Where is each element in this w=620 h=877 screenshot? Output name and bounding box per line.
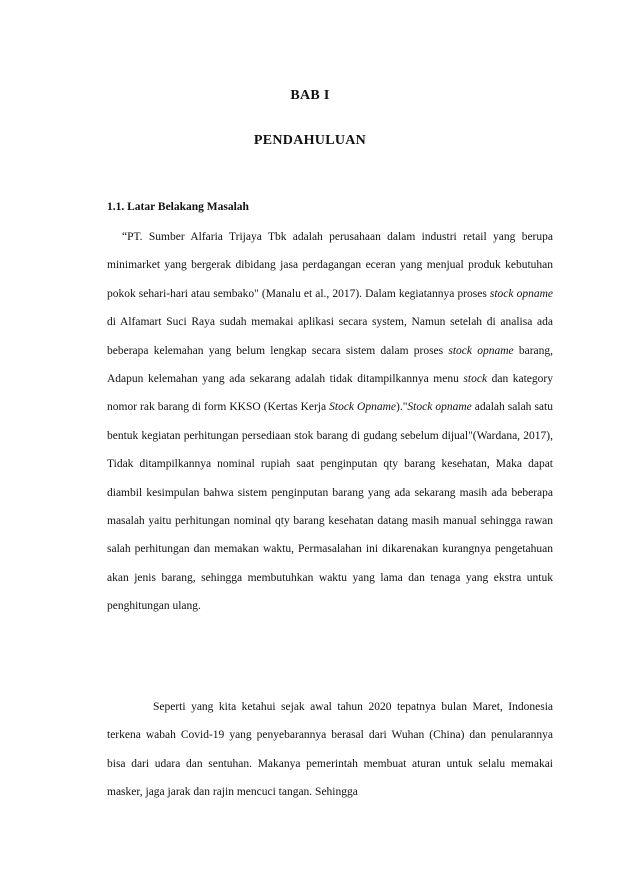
paragraph-2: [107, 693, 553, 807]
p1-term-stock-opname-1: stock opname: [489, 287, 553, 300]
chapter-heading: BAB I: [290, 88, 330, 103]
p1-term-stock: stock: [463, 373, 488, 386]
p1-text-a: “PT. Sumber Alfaria Trijaya Tbk adalah perusahaan dalam industri retail yang berupa minimarket yang bergerak dibidang jasa perdagangan eceran yang menjual produk kebutuhan pokok sehari-hari atau sembako" (Manalu et al., 2017). Dalam kegiatannya proses: [107, 231, 553, 300]
p2-text: Seperti yang kita ketahui sejak awal tahun 2020 tepatnya bulan Maret, Indonesia terkena wabah Covid-19 yang penyebarannya berasal dari Wuhan (China) dan penularannya bisa dari udara dan sentuhan. Makanya pemerintah membuat aturan untuk selalu memakai masker, jaga jarak dan rajin mencuci tangan. Sehingga: [107, 701, 553, 799]
p1-text-e: barang, Adapun kelemahan yang ada sekarang adalah tidak ditampilkannya menu: [107, 344, 554, 386]
p1-text-c: di Alfamart Suci Raya sudah memakai aplikasi secara system, Namun setelah di analisa ada beberapa kelemahan yang belum lengkap secara sistem dalam proses: [107, 316, 553, 357]
p1-term-stock-opname-3: Stock Opname: [329, 401, 397, 414]
p1-text-k: adalah salah satu bentuk kegiatan perhitungan persediaan stok barang di gudang sebelum dijual"(Wardana, 2017), Tidak ditampilkannya nominal rupiah saat penginputan qty barang kesehatan, Maka dapat diambil kesimpulan bahwa sistem penginputan barang yang ada sekarang masih ada beberapa masalah yaitu perhitungan nominal qty barang kesehatan datang masih manual sehingga rawan salah perhitungan dan memakan waktu, Permasalahan ini dikarenakan kurangnya pengetahuan akan jenis barang, sehingga membutuhkan waktu yang lama dan tenaga yang ekstra untuk penghitungan ulang.: [107, 401, 553, 613]
chapter-title: PENDAHULUAN: [253, 133, 367, 148]
p1-text-i: ).": [396, 401, 408, 414]
section-heading: 1.1. Latar Belakang Masalah: [107, 201, 249, 213]
p1-term-stock-opname-2: stock opname: [448, 344, 514, 357]
paragraph-1: [107, 223, 553, 621]
p1-text-g: dan kategory nomor rak barang di form KKSO (Kertas Kerja: [107, 373, 553, 414]
p1-term-stock-opname-4: Stock opname: [407, 401, 472, 414]
